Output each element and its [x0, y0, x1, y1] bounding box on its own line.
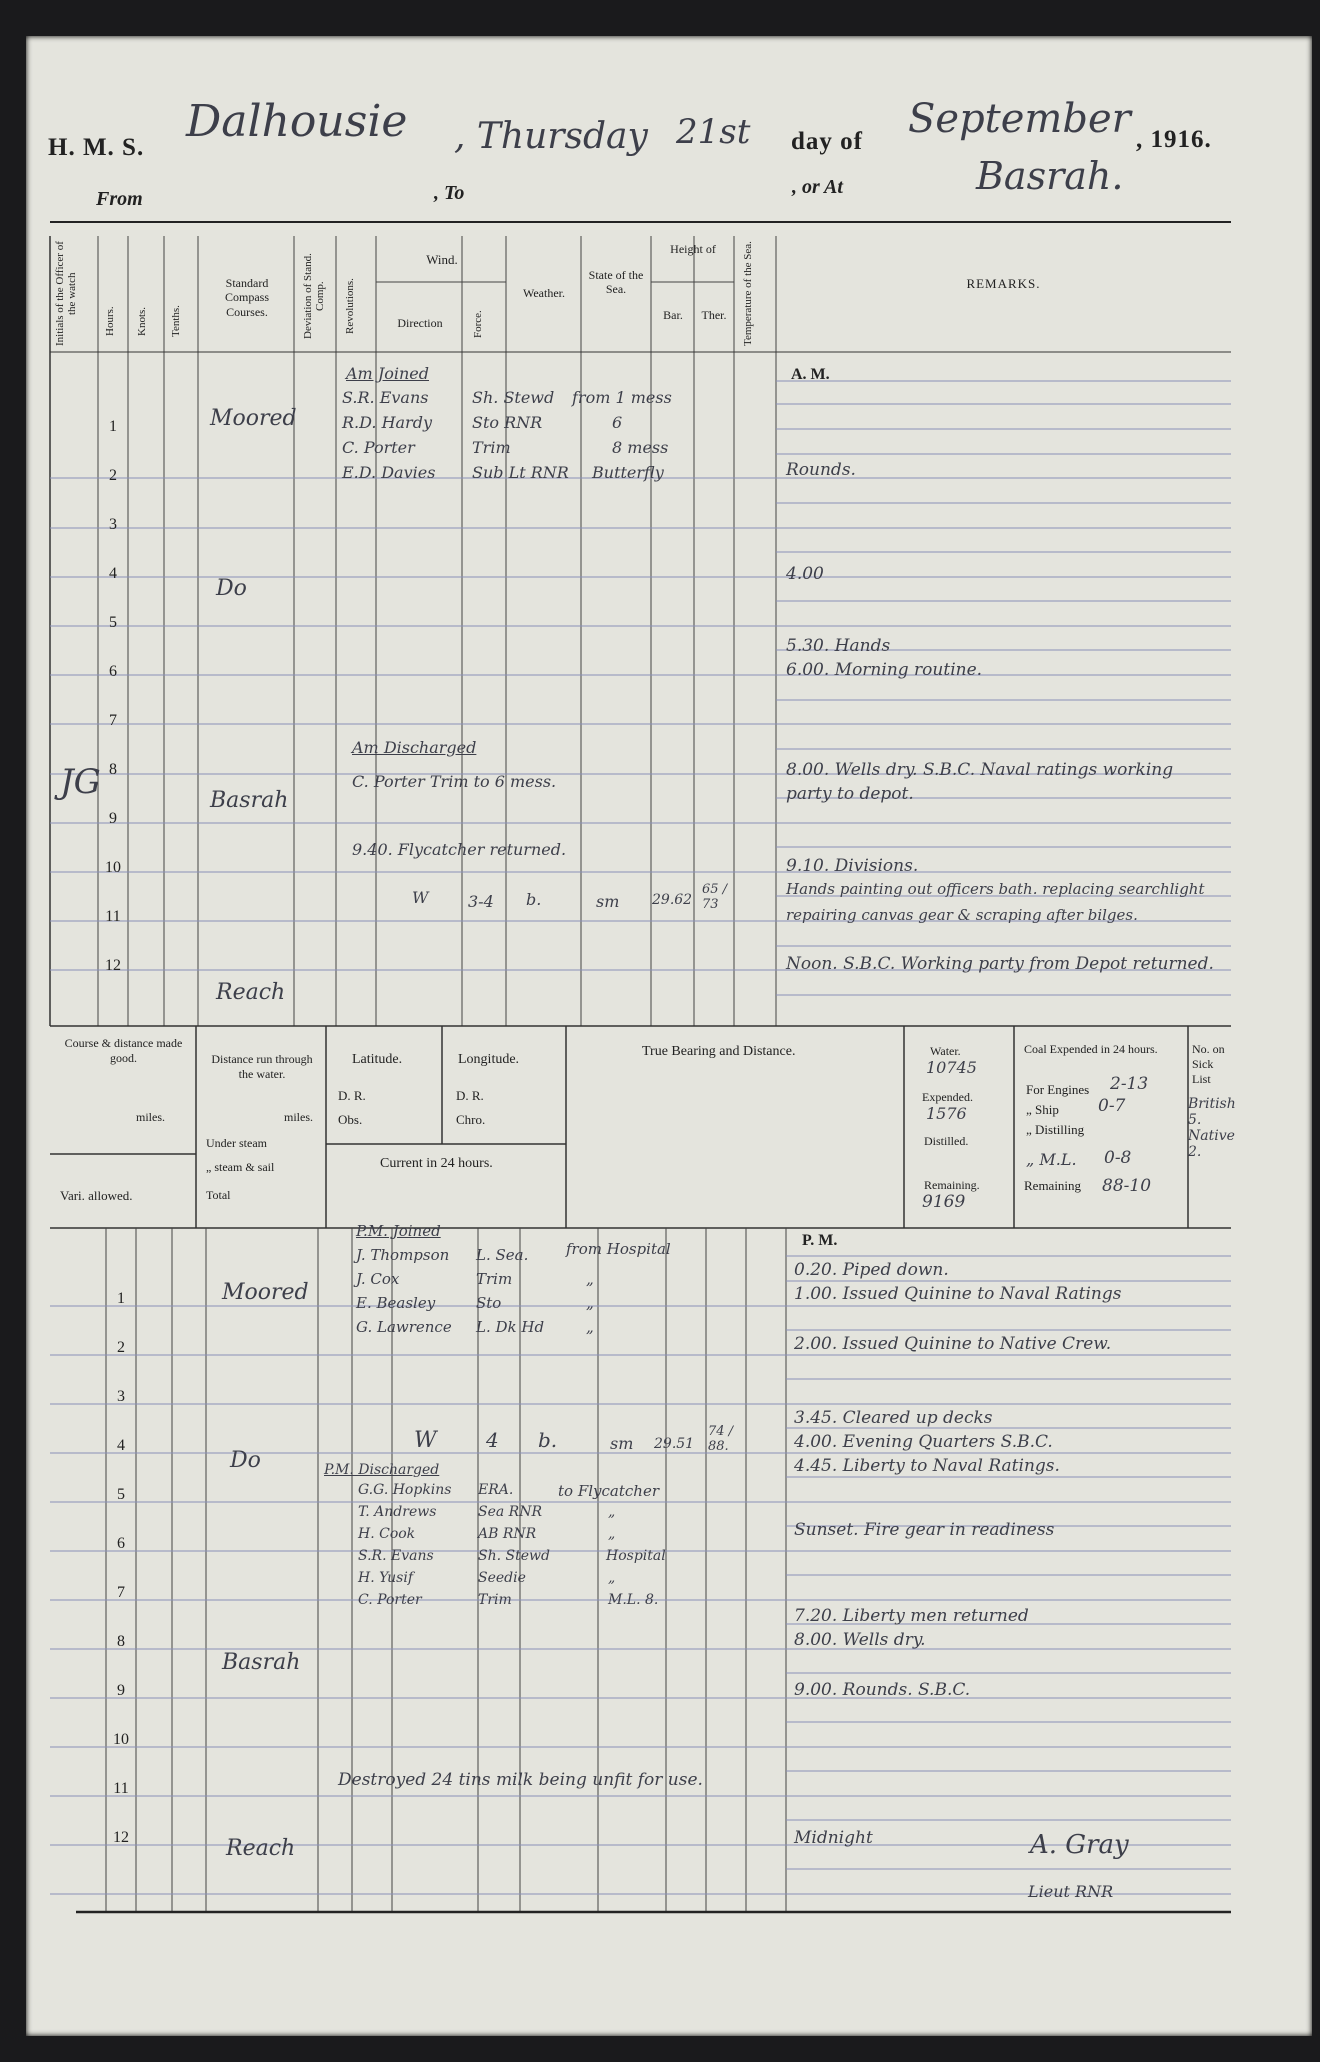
am-hour: 1: [109, 418, 117, 435]
pm-course: Do: [230, 1448, 261, 1473]
to-label: , To: [434, 182, 465, 204]
joined-note: from 1 mess: [572, 388, 672, 407]
col-ther: Ther.: [701, 308, 727, 322]
joined-name: E. Beasley: [356, 1294, 436, 1312]
ml-label: „ M.L.: [1026, 1150, 1077, 1169]
pm-hour: 1: [117, 1290, 125, 1307]
month: September: [908, 96, 1131, 142]
col-state-sea: State of the Sea.: [588, 268, 644, 297]
am-hour: 2: [109, 467, 117, 484]
miles-label-2: miles.: [284, 1110, 313, 1124]
pm-hour: 12: [113, 1829, 129, 1846]
am-wind-force: 3-4: [468, 892, 494, 911]
day-of-label: day of: [791, 128, 863, 155]
pm-label: P. M.: [802, 1232, 838, 1249]
remark-line: Rounds.: [786, 460, 856, 480]
long-chro-label: Chro.: [456, 1112, 486, 1127]
latitude-label: Latitude.: [352, 1052, 403, 1067]
current-label: Current in 24 hours.: [380, 1156, 493, 1171]
col-remarks: REMARKS.: [966, 276, 1041, 291]
pm-hour: 9: [117, 1682, 125, 1699]
joined-note: „: [586, 1270, 594, 1288]
pm-hour: 6: [117, 1535, 125, 1552]
pm-barometer: 29.51: [654, 1436, 695, 1452]
joined-name: J. Cox: [356, 1270, 400, 1288]
coal-expended-label: Coal Expended in 24 hours.: [1024, 1042, 1158, 1056]
joined-rating: Trim: [472, 438, 511, 457]
am-hour: 3: [109, 516, 117, 533]
water-value: 10745: [926, 1058, 977, 1077]
distilled-label: Distilled.: [924, 1134, 969, 1148]
remark-line: 4.00. Evening Quarters S.B.C.: [794, 1432, 1053, 1452]
joined-note: „: [586, 1318, 594, 1336]
page-rulings: [26, 36, 1312, 2036]
under-steam-label: Under steam: [206, 1136, 267, 1150]
ship-value: 0-7: [1098, 1096, 1126, 1116]
remark-line: 2.00. Issued Quinine to Native Crew.: [794, 1334, 1112, 1354]
remark-line: 8.00. Wells dry. S.B.C. Naval ratings working: [786, 760, 1174, 780]
discharged-rating: Seedie: [478, 1570, 526, 1586]
am-joined-header: Am Joined: [346, 364, 429, 383]
remark-line: 9.00. Rounds. S.B.C.: [794, 1680, 971, 1700]
joined-name: R.D. Hardy: [342, 413, 432, 432]
lat-dr-label: D. R.: [338, 1088, 366, 1103]
remark-line: 3.45. Cleared up decks: [794, 1408, 993, 1428]
pm-wind-force: 4: [486, 1428, 499, 1452]
joined-name: S.R. Evans: [342, 388, 429, 407]
am-flycatcher-entry: 9.40. Flycatcher returned.: [352, 840, 567, 859]
col-wind: Wind.: [426, 252, 458, 267]
year: , 1916.: [1136, 126, 1212, 153]
discharged-rating: AB RNR: [478, 1526, 537, 1542]
col-height-of: Height of: [670, 242, 716, 256]
col-temp-sea: Temperature of the Sea.: [742, 241, 754, 346]
log-page: [26, 36, 1312, 2036]
discharged-name: T. Andrews: [358, 1504, 437, 1520]
remark-line: Sunset. Fire gear in readiness: [794, 1520, 1055, 1540]
water-label: Water.: [930, 1044, 961, 1058]
remaining-label: Remaining.: [924, 1178, 980, 1192]
am-hour: 9: [109, 810, 117, 827]
joined-note: from Hospital: [566, 1240, 671, 1258]
discharged-name: G.G. Hopkins: [358, 1482, 452, 1498]
pm-thermometer: 74 / 88.: [708, 1424, 734, 1454]
joined-rating: L. Dk Hd: [476, 1318, 545, 1336]
pm-course: Reach: [226, 1836, 296, 1861]
course-made-good-label: Course & distance made good.: [64, 1036, 183, 1065]
hms-prefix: H. M. S.: [48, 134, 145, 161]
am-discharged-header: Am Discharged: [352, 738, 477, 757]
discharged-name: S.R. Evans: [358, 1548, 434, 1564]
discharged-name: C. Porter: [358, 1592, 422, 1608]
remark-line: 9.10. Divisions.: [786, 856, 919, 876]
ship-label: „ Ship: [1026, 1102, 1059, 1117]
am-label: A. M.: [791, 366, 830, 383]
sick-list-label: No. on Sick List: [1192, 1042, 1225, 1086]
officer-rank: Lieut RNR: [1028, 1882, 1114, 1901]
remark-line: repairing canvas gear & scraping after bilges.: [786, 906, 1138, 924]
distance-run-label: Distance run through the water.: [211, 1052, 313, 1081]
remaining-value: 9169: [922, 1192, 966, 1212]
am-barometer: 29.62: [652, 892, 693, 908]
steam-sail-label: „ steam & sail: [206, 1160, 275, 1174]
am-hour: 8: [109, 761, 117, 778]
am-weather: b.: [526, 890, 542, 909]
pm-hour: 10: [113, 1731, 129, 1748]
remark-line: Midnight: [794, 1828, 873, 1848]
discharged-name: H. Cook: [358, 1526, 416, 1542]
am-course: Do: [216, 576, 247, 601]
sick-list-value: British 5. Native 2.: [1188, 1096, 1236, 1160]
joined-name: G. Lawrence: [356, 1318, 452, 1336]
am-course: Basrah: [210, 788, 289, 813]
am-hour: 5: [109, 614, 117, 631]
col-weather: Weather.: [522, 286, 565, 300]
col-deviation: Deviation of Stand. Comp.: [302, 253, 326, 339]
discharged-rating: Sea RNR: [478, 1504, 543, 1520]
col-knots: Knots.: [136, 306, 148, 336]
pm-destroyed-note: Destroyed 24 tins milk being unfit for use.: [338, 1770, 703, 1790]
am-hour: 12: [105, 957, 121, 974]
expended-label: Expended.: [922, 1090, 973, 1104]
day-number: 21st: [676, 112, 751, 152]
discharged-note: „: [608, 1526, 616, 1542]
joined-note: 8 mess: [612, 438, 669, 457]
discharged-rating: Sh. Stewd: [478, 1548, 550, 1564]
remark-line: 6.00. Morning routine.: [786, 660, 983, 680]
for-engines-value: 2-13: [1110, 1074, 1149, 1094]
longitude-label: Longitude.: [458, 1052, 520, 1067]
discharged-rating: Trim: [478, 1592, 512, 1608]
pm-wind-direction: W: [414, 1428, 437, 1453]
am-discharged-entry: C. Porter Trim to 6 mess.: [352, 772, 557, 791]
am-hour: 7: [109, 712, 117, 729]
discharged-rating: ERA.: [478, 1482, 514, 1498]
pm-joined-header: P.M. Joined: [356, 1222, 441, 1240]
vari-allowed-label: Vari. allowed.: [60, 1188, 133, 1203]
am-hour: 11: [105, 908, 121, 925]
discharged-note: M.L. 8.: [608, 1592, 659, 1608]
pm-hour: 2: [117, 1339, 125, 1356]
joined-note: Butterfly: [592, 463, 664, 482]
remark-line: 5.30. Hands: [786, 636, 891, 656]
pm-hour: 11: [113, 1780, 129, 1797]
weekday: , Thursday: [454, 116, 648, 157]
discharged-note: „: [608, 1570, 616, 1586]
joined-rating: L. Sea.: [476, 1246, 529, 1264]
joined-note: 6: [612, 413, 623, 432]
total-label: Total: [206, 1188, 231, 1202]
remark-line: 7.20. Liberty men returned: [794, 1606, 1029, 1626]
discharged-note: to Flycatcher: [558, 1482, 659, 1500]
or-at-label: , or At: [792, 176, 843, 198]
joined-rating: Sto: [476, 1294, 502, 1312]
joined-name: E.D. Davies: [342, 463, 436, 482]
joined-rating: Sub Lt RNR: [472, 463, 569, 482]
expended-value: 1576: [926, 1104, 967, 1123]
remark-line: 0.20. Piped down.: [794, 1260, 949, 1280]
am-wind-direction: W: [412, 888, 429, 907]
joined-name: J. Thompson: [356, 1246, 450, 1264]
remark-line: 1.00. Issued Quinine to Naval Ratings: [794, 1284, 1122, 1304]
pm-hour: 5: [117, 1486, 125, 1503]
remark-line: party to depot.: [786, 784, 914, 804]
pm-hour: 4: [117, 1437, 125, 1454]
col-initials: Initials of the Officer of the watch: [54, 241, 78, 346]
pm-course: Basrah: [222, 1650, 301, 1675]
for-engines-label: For Engines: [1026, 1082, 1090, 1097]
am-course: Moored: [210, 406, 297, 431]
col-hours: Hours.: [104, 306, 116, 336]
joined-note: „: [586, 1294, 594, 1312]
discharged-note: Hospital: [606, 1548, 666, 1564]
joined-rating: Sto RNR: [472, 413, 543, 432]
am-hour: 4: [109, 565, 117, 582]
pm-discharged-header: P.M. Discharged: [324, 1462, 440, 1478]
pm-hour: 8: [117, 1633, 125, 1650]
joined-rating: Trim: [476, 1270, 513, 1288]
from-label: From: [96, 188, 143, 210]
pm-hour: 7: [117, 1584, 125, 1601]
col-tenths: Tenths.: [170, 305, 182, 337]
joined-rating: Sh. Stewd: [472, 388, 555, 407]
pm-weather: b.: [538, 1428, 558, 1452]
am-course: Reach: [216, 980, 286, 1005]
am-sea-state: sm: [596, 892, 620, 911]
true-bearing-label: True Bearing and Distance.: [642, 1044, 796, 1059]
coal-remaining-value: 88-10: [1102, 1176, 1152, 1196]
remark-line: 8.00. Wells dry.: [794, 1630, 926, 1650]
discharged-name: H. Yusif: [358, 1570, 413, 1586]
remark-line: Hands painting out officers bath. replacing searchlight: [786, 880, 1205, 898]
col-revolutions: Revolutions.: [344, 278, 356, 334]
lat-obs-label: Obs.: [338, 1112, 363, 1127]
ml-value: 0-8: [1104, 1148, 1132, 1168]
distilling-label: „ Distilling: [1026, 1122, 1085, 1137]
am-hour: 10: [105, 859, 121, 876]
ship-name: Dalhousie: [186, 96, 408, 147]
am-thermometer: 65 / 73: [702, 882, 728, 912]
place-name: Basrah.: [976, 154, 1124, 198]
coal-remaining-label: Remaining: [1024, 1178, 1082, 1193]
pm-course: Moored: [222, 1280, 309, 1305]
col-force: Force.: [472, 310, 484, 338]
am-officer-initials: JG: [60, 762, 101, 802]
joined-name: C. Porter: [342, 438, 415, 457]
remark-line: 4.45. Liberty to Naval Ratings.: [794, 1456, 1060, 1476]
discharged-note: „: [608, 1504, 616, 1520]
pm-sea-state: sm: [610, 1434, 634, 1453]
am-hour: 6: [109, 663, 117, 680]
remark-line: Noon. S.B.C. Working party from Depot returned.: [786, 954, 1214, 974]
miles-label-1: miles.: [136, 1110, 165, 1124]
col-direction: Direction: [397, 316, 443, 330]
col-bar: Bar.: [663, 308, 683, 322]
long-dr-label: D. R.: [456, 1088, 484, 1103]
officer-signature: A. Gray: [1030, 1830, 1129, 1860]
remark-line: 4.00: [786, 564, 824, 584]
col-courses: Standard Compass Courses.: [224, 276, 269, 319]
pm-hour: 3: [117, 1388, 125, 1405]
